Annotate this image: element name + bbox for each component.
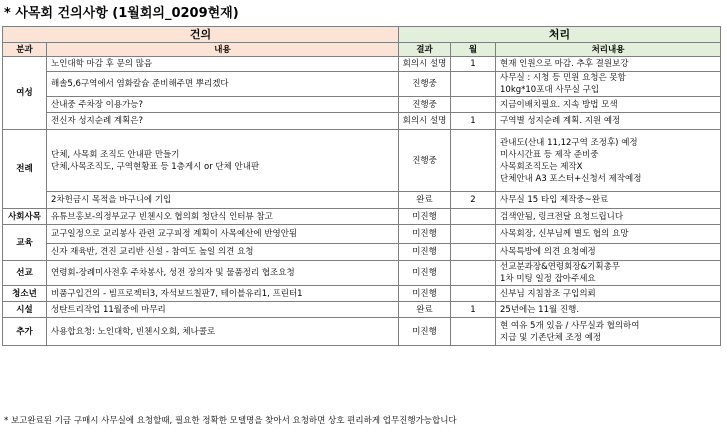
category-cell: 청소년: [3, 286, 47, 302]
content-cell: [47, 209, 399, 225]
action-cell: [496, 318, 721, 346]
content-line: 연령회-장례미사전후 주차봉사, 성전 장의자 및 물품정리 협조요청: [51, 268, 295, 278]
page-title: * 사목회 건의사항 (1월회의_0209현재): [4, 6, 239, 21]
table-row: [3, 97, 721, 113]
table-row: [3, 225, 721, 244]
content-line: 성탄트리작업 11월중에 마무리: [51, 304, 166, 315]
result-cell: 미진행: [399, 261, 451, 286]
result-cell: 진행중: [399, 130, 451, 192]
content-line: 교구일정으로 교리봉사 관련 교구피정 계획이 사목예산에 반영안됨: [51, 229, 298, 239]
action-line: 현 여유 5개 있음 / 사무실과 협의하여: [500, 320, 640, 331]
action-line: 사목특방에 의견 요청예정: [500, 247, 596, 257]
result-cell: 완료: [399, 192, 451, 209]
month-cell: [451, 72, 496, 97]
category-cell: 전례: [3, 130, 47, 209]
content-cell: [47, 261, 399, 286]
table-row: [3, 209, 721, 225]
result-cell: 진행중: [399, 97, 451, 113]
action-line: 사무실 15 타입 제작중~완료: [500, 195, 609, 205]
content-cell: [47, 113, 399, 130]
month-cell: [451, 225, 496, 244]
action-line: 지금이배치필요. 지속 방법 모색: [500, 99, 618, 110]
action-cell: [496, 244, 721, 261]
action-line: 사목회장, 신부님께 별도 협의 요망: [500, 229, 629, 239]
table-row: [3, 130, 721, 192]
content-cell: [47, 286, 399, 302]
action-cell: [496, 225, 721, 244]
content-cell: [47, 130, 399, 192]
action-line: 검색안됨, 링크전달 요청드립니다: [500, 211, 624, 222]
content-line: 단체, 사목회 조직도 안내판 만들기: [51, 149, 180, 160]
content-cell: [47, 192, 399, 209]
month-cell: [451, 130, 496, 192]
result-cell: 미진행: [399, 244, 451, 261]
action-cell: [496, 209, 721, 225]
category-cell: 선교: [3, 261, 47, 286]
action-cell: [496, 192, 721, 209]
action-cell: [496, 261, 721, 286]
action-cell: [496, 57, 721, 72]
result-cell: 미진행: [399, 225, 451, 244]
action-line: 미사시간표 등 제작 준비중: [500, 149, 599, 160]
content-cell: [47, 72, 399, 97]
category-cell: 여성: [3, 57, 47, 130]
group-header-processing: 처리: [399, 27, 721, 43]
month-cell: [451, 286, 496, 302]
group-header-suggestion: 건의: [3, 27, 399, 43]
action-line: 선교분과장&연령회장&기획총무: [500, 262, 621, 272]
month-cell: 2: [451, 192, 496, 209]
content-line: 산내중 주차장 이용가능?: [51, 99, 144, 110]
content-line: 비품구입건의 - 빔프로젝터3, 자석보드칠판7, 테이블유리1, 프린터1: [51, 288, 303, 299]
table-row: [3, 72, 721, 97]
result-cell: 회의시 설명: [399, 57, 451, 72]
column-header-action: 처리내용: [496, 43, 721, 57]
action-line: 사무실 : 시청 등 민원 요청은 못함: [500, 73, 626, 83]
action-line: 관내도(산내 11,12구역 조정후) 예정: [500, 137, 638, 148]
category-cell: 추가: [3, 318, 47, 346]
action-cell: [496, 286, 721, 302]
content-line: 노인대학 마감 후 문의 많음: [51, 59, 153, 69]
month-cell: [451, 97, 496, 113]
content-cell: [47, 244, 399, 261]
month-cell: [451, 318, 496, 346]
content-line: 2차헌금시 목적을 바구니에 기입: [51, 195, 172, 205]
month-cell: 1: [451, 113, 496, 130]
column-header-result: 결과: [399, 43, 451, 57]
footnote: * 보고완료된 기금 구매시 사무실에 요청할때, 필요한 정확한 모델명을 찾아서 요청하면 상호 편리하게 업무진행가능합니다: [4, 416, 457, 426]
table-row: [3, 113, 721, 130]
action-line: 신부님 지침참조 구입의뢰: [500, 288, 596, 299]
result-cell: 진행중: [399, 72, 451, 97]
category-cell: 교육: [3, 225, 47, 261]
action-line: 구역별 성지순례 계획. 지원 예정: [500, 116, 621, 126]
table-row: [3, 302, 721, 318]
month-cell: [451, 261, 496, 286]
content-line: 사용합요청: 노인대학, 빈첸시오회, 체나콜로: [51, 326, 216, 337]
column-header-month: 월: [451, 43, 496, 57]
content-line: 전신자 성지순례 계획은?: [51, 116, 144, 126]
content-cell: [47, 225, 399, 244]
category-cell: 사회사목: [3, 209, 47, 225]
table-row: [3, 192, 721, 209]
table-row: [3, 318, 721, 346]
action-line: 1차 미팅 일정 잡아주세요: [500, 274, 596, 284]
column-header-category: 분과: [3, 43, 47, 57]
content-cell: [47, 97, 399, 113]
suggestions-table: [2, 26, 721, 346]
action-line: 지급 및 기존단체 조정 예정: [500, 332, 602, 343]
result-cell: 미진행: [399, 209, 451, 225]
action-cell: [496, 130, 721, 192]
month-cell: 1: [451, 302, 496, 318]
column-header-content: 내용: [47, 43, 399, 57]
category-cell: 시설: [3, 302, 47, 318]
table-row: [3, 244, 721, 261]
action-cell: [496, 97, 721, 113]
result-cell: 미진행: [399, 286, 451, 302]
action-cell: [496, 113, 721, 130]
action-cell: [496, 72, 721, 97]
table-row: [3, 261, 721, 286]
content-cell: [47, 318, 399, 346]
action-cell: [496, 302, 721, 318]
action-line: 현재 인원으로 마감. 추후 결원보강: [500, 59, 629, 69]
month-cell: 1: [451, 57, 496, 72]
content-line: 단체,사목조직도, 구역현황표 등 1층게시 or 단체 안내판: [51, 161, 260, 172]
table-row: [3, 286, 721, 302]
result-cell: 미진행: [399, 318, 451, 346]
content-line: 해솔5,6구역에서 염화칼슘 준비해주면 뿌리겠다: [51, 79, 229, 89]
action-line: 단체안내 A3 포스터+신청서 제작예정: [500, 173, 642, 184]
result-cell: 회의시 설명: [399, 113, 451, 130]
action-line: 25년에는 11월 진행.: [500, 304, 580, 315]
month-cell: [451, 209, 496, 225]
content-cell: [47, 57, 399, 72]
content-cell: [47, 302, 399, 318]
content-line: 신자 재육반, 견진 교리반 신설 - 참여도 높일 의견 요청: [51, 247, 254, 257]
action-line: 사목회조직도는 제작X: [500, 161, 583, 172]
table-row: [3, 57, 721, 72]
result-cell: 완료: [399, 302, 451, 318]
action-line: 10kg*10포대 사무실 구입: [500, 85, 600, 95]
month-cell: [451, 244, 496, 261]
content-line: 유튜브홍보-의정부교구 빈첸시오 협의회 청단식 인터뷰 참고: [51, 211, 273, 222]
